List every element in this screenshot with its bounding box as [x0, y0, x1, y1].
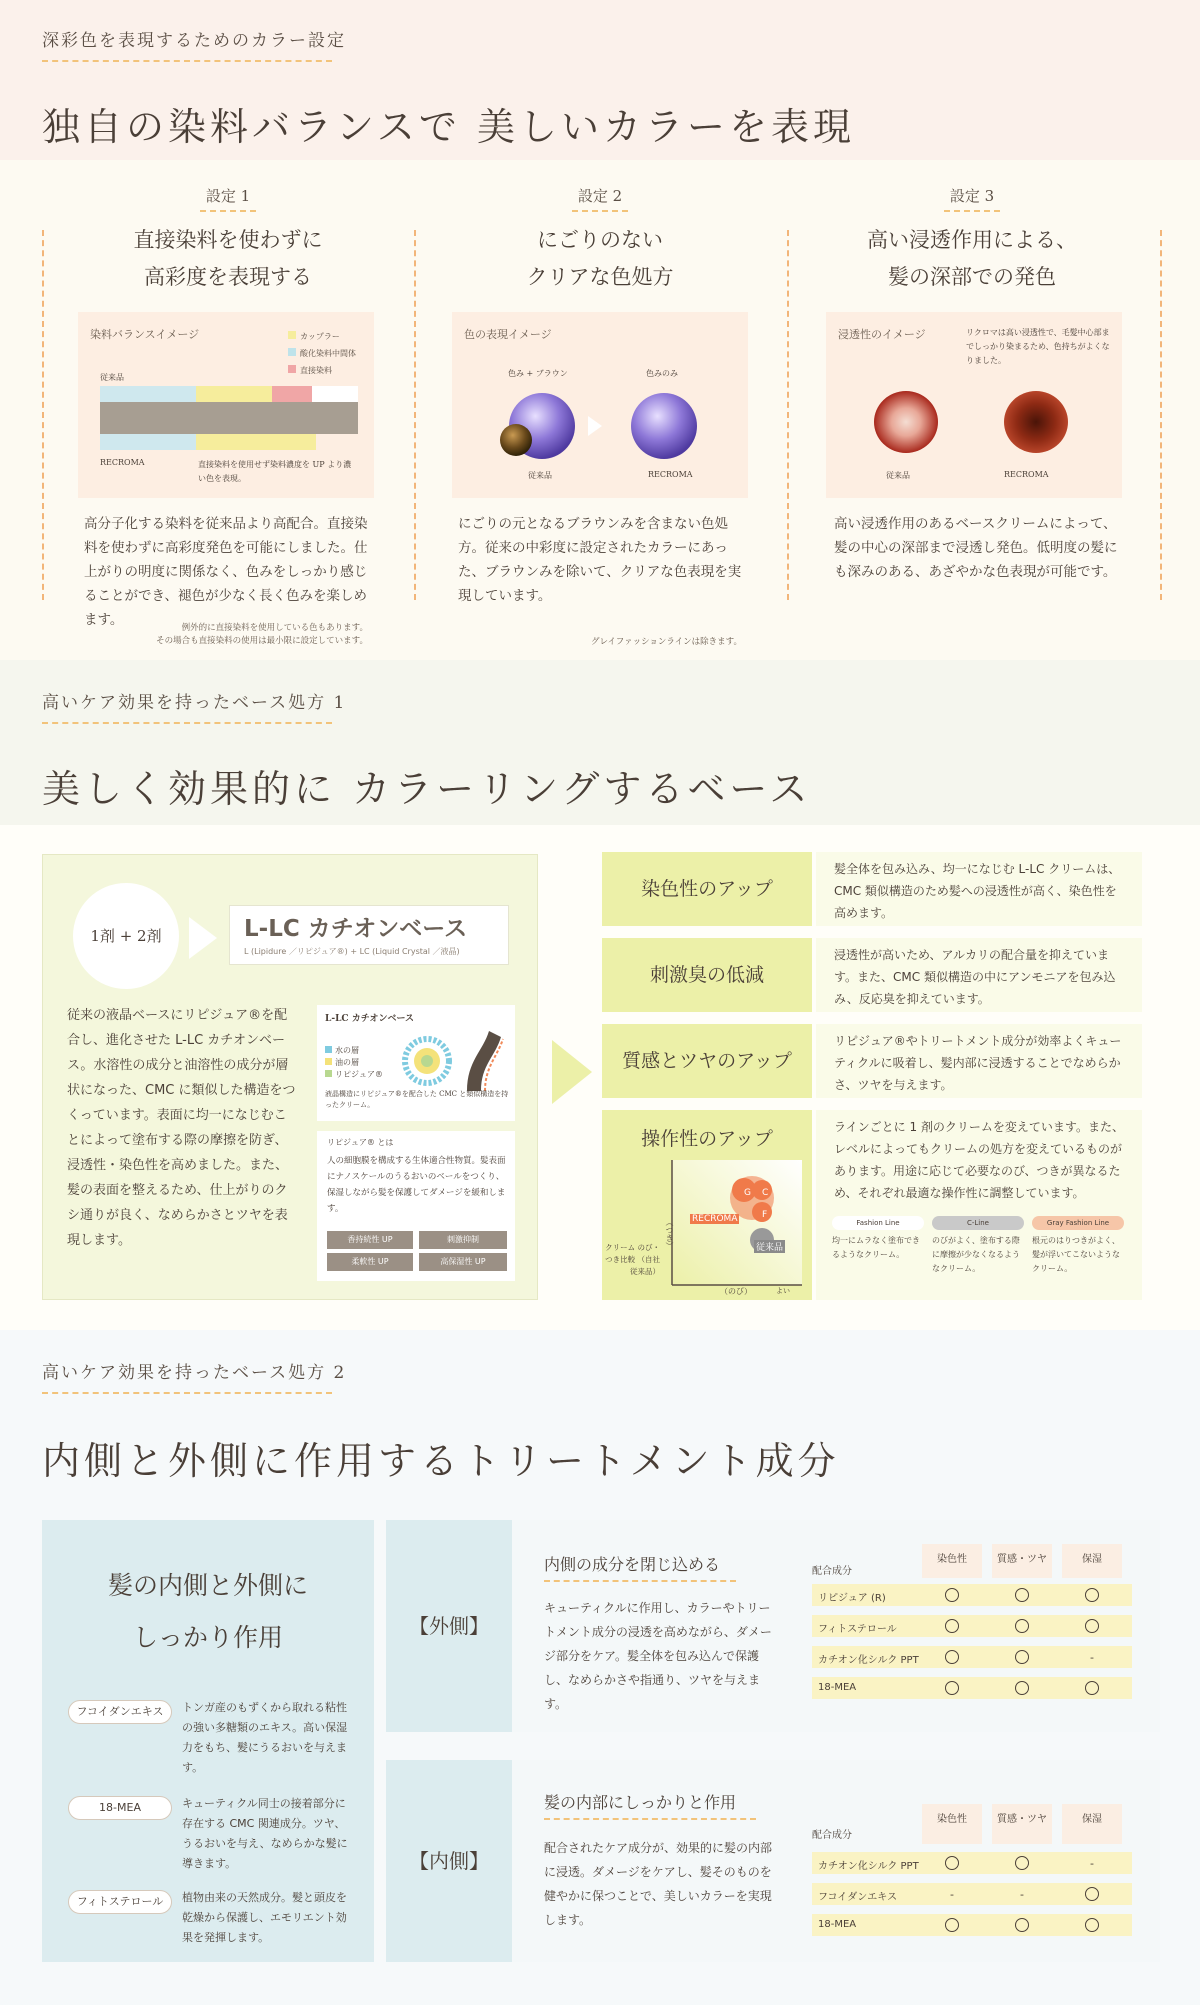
circle-mark-icon [992, 1914, 1052, 1936]
kicker-underline [42, 1392, 332, 1394]
column-divider [42, 230, 44, 600]
feature-bar [602, 852, 812, 926]
column-divider [1160, 230, 1162, 600]
circle-icon [945, 1588, 959, 1602]
ingredient-description: キューティクル同士の接着部分に存在する CMC 関連成分。ツヤ、うるおいを与え、なめらかな髪に導きます。 [182, 1797, 348, 1870]
setting-body: にごりの元となるブラウンみを含まない色処方。従来の中彩度に設定されたカラーにあった、ブラウンみを除いて、クリアな色表現を実現しています。 [458, 516, 742, 604]
table-header: 質感・ツヤ [992, 1804, 1052, 1844]
caption-label: RECROMA [1004, 470, 1049, 479]
circle-mark-icon [992, 1852, 1052, 1874]
table-title: 配合成分 [812, 1830, 852, 1841]
dye-balance-image [78, 312, 374, 498]
circle-mark-icon [922, 1615, 982, 1637]
circle-icon [1085, 1887, 1099, 1901]
section2-title: 美しく効果的に カラーリングするベース [42, 767, 812, 811]
arrow-icon [189, 917, 217, 959]
setting-body: 高分子化する染料を従来品より高配合。直接染料を使わずに高彩度発色を可能にしました。仕上がりの明度に関係なく、色みをしっかり感じることができ、褪色が少なく長く色みを楽しめます。 [84, 516, 368, 628]
feature-description: ラインごとに 1 剤のクリームを変えています。また、レベルによってもクリームの処方を変えているものがあります。用途に応じて必要なのび、つきが異なるため、それぞれ最適な操作性に調整しています。 [834, 1120, 1124, 1200]
outer-label: 【外側】 [409, 1614, 489, 1638]
circle-icon [1085, 1619, 1099, 1633]
circle-mark-icon [1062, 1883, 1122, 1905]
setting-underline [200, 210, 256, 212]
table-header: 質感・ツヤ [992, 1544, 1052, 1578]
chart-x-label: （のび） [720, 1287, 752, 1296]
feature-label: 刺激臭の低減 [649, 964, 764, 986]
inner-heading: 髪の内部にしっかりと作用 [544, 1793, 737, 1812]
outer-card [512, 1520, 1160, 1732]
table-header: 保湿 [1062, 1544, 1122, 1578]
outer-body: キューティクルに作用し、カラーやトリートメント成分の浸透を高めながら、ダメージ部分をケア。髪全体を包み込んで保護し、なめらかさや指通り、ツヤを与えます。 [544, 1601, 772, 1711]
setting-title: 高い浸透作用による、 髪の深部での発色 [867, 228, 1077, 289]
setting-label: 設定 1 [205, 187, 251, 205]
column-divider [787, 230, 789, 600]
circle-mark-icon [922, 1852, 982, 1874]
diagram-caption: 液晶構造にリピジュア®を配合した CMC と類似構造を持ったクリーム。 [325, 1090, 509, 1109]
circle-mark-icon [922, 1584, 982, 1606]
structure-diagram [317, 1005, 515, 1121]
dye-balance-bars [100, 386, 358, 466]
inner-label: 【内側】 [409, 1849, 489, 1873]
heading-underline [544, 1818, 756, 1820]
circle-icon [945, 1856, 959, 1870]
image-caption: 直接染料を使用せず染料濃度を UP より濃い色を表現。 [198, 460, 352, 483]
ingredient-name: フィトステロール [818, 1624, 897, 1635]
base-left-panel [42, 854, 538, 1300]
circle-icon [1015, 1619, 1029, 1633]
table-header: 染色性 [922, 1804, 982, 1844]
heading-underline [544, 1580, 736, 1582]
circle-mark-icon [1062, 1615, 1122, 1637]
feature-label: 操作性のアップ [641, 1128, 773, 1150]
circle-icon [1085, 1681, 1099, 1695]
setting-label: 設定 2 [577, 187, 623, 205]
line-description: のびがよく、塗布する際に摩擦が少なくなるようなクリーム。 [932, 1236, 1020, 1273]
spread-adhesion-chart [662, 1160, 812, 1300]
inner-body: 配合されたケア成分が、効果的に髪の内部に浸透。ダメージをケアし、髪そのものを健やかに保つことで、美しいカラーを実現します。 [544, 1841, 773, 1927]
inner-label-block [386, 1760, 512, 1962]
circle-icon [1015, 1588, 1029, 1602]
image-note: リクロマは高い浸透性で、毛髪中心部までしっかり染まるため、色持ちがよくなりました。 [966, 328, 1110, 365]
penetration-image [826, 312, 1122, 498]
dash-mark: - [950, 1887, 954, 1901]
line-description: 根元のはりつきがよく、髪が浮いてこないようなクリーム。 [1032, 1236, 1120, 1273]
ingredient-description: トンガ産のもずくから取れる粘性の強い多糖類のエキス。高い保湿力をもち、髪にうるおいを与えます。 [182, 1701, 348, 1774]
base-description: 従来の液晶ベースにリピジュア®を配合し、進化させた L-LC カチオンベース。水溶性の成分と油溶性の成分が層状になった、CMC に類似した構造をつくっています。表面に均一になじむことによって塗布する際の摩擦を防ぎ、浸透性・染色性を高めました。また、髪の表面を整えるため、仕上がりのクシ通りが良く、なめらかさとツヤを表現します。 [67, 1008, 296, 1248]
circle-icon [1015, 1856, 1029, 1870]
setting-underline [572, 210, 628, 212]
kicker-underline [42, 60, 332, 62]
circle-icon [1015, 1681, 1029, 1695]
circle-mark-icon [922, 1914, 982, 1936]
diagram-title: L-LC カチオンベース [325, 1014, 415, 1024]
circle-mark-icon [922, 1677, 982, 1699]
circle-icon [945, 1650, 959, 1664]
feature-label: 質感とツヤのアップ [622, 1050, 792, 1072]
circle-icon [1085, 1918, 1099, 1932]
color-spheres [492, 382, 712, 472]
table-title: 配合成分 [812, 1566, 852, 1577]
lipidure-title: リピジュア® とは [327, 1138, 394, 1147]
dash-mark: - [1090, 1856, 1094, 1870]
hair-cross-sections [866, 384, 1086, 464]
product-subtitle: L (Lipidure ／リピジュア®) + LC (Liquid Crystal ／液晶) [244, 947, 460, 956]
dash-mark: - [1020, 1887, 1024, 1901]
feature-bar [602, 1110, 812, 1300]
section1-kicker: 深彩色を表現するためのカラー設定 [42, 31, 346, 51]
circle-mark-icon [922, 1646, 982, 1668]
inner-card [512, 1760, 1160, 1962]
circle-icon [1015, 1918, 1029, 1932]
ingredients-panel [42, 1520, 374, 1962]
circle-mark-icon [1062, 1914, 1122, 1936]
feature-description: 浸透性が高いため、アルカリの配合量を抑えています。また、CMC 類似構造の中にアンモニアを包み込み、反応臭を抑えています。 [816, 938, 1142, 1012]
chart-old-label: 従来品 [754, 1240, 785, 1253]
arrow-icon [552, 1040, 592, 1104]
circle-mark-icon [1062, 1677, 1122, 1699]
chart-side-label: クリーム のび・つき比較 （自社従来品） [605, 1243, 660, 1276]
circle-mark-icon [992, 1615, 1052, 1637]
image-label: 染料バランスイメージ [90, 328, 200, 341]
ingredient-description: 植物由来の天然成分。髪と頭皮を乾燥から保護し、エモリエント効果を発揮します。 [182, 1891, 347, 1944]
row-label: RECROMA [100, 458, 145, 467]
caption-label: RECROMA [648, 470, 693, 479]
chart-point-label: G [744, 1188, 751, 1198]
section2-kicker: 高いケア効果を持ったベース処方 1 [42, 693, 347, 713]
section1-title: 独自の染料バランスで 美しいカラーを表現 [42, 105, 855, 149]
chart-axis-end: よい [776, 1287, 790, 1295]
setting-title: にごりのない クリアな色処方 [526, 228, 674, 289]
feature-description: 髪全体を包み込み、均一になじむ L-LC クリームは、CMC 類似構造のため髪への浸透性が高く、染色性を高めます。 [816, 852, 1142, 926]
lipidure-body: 人の細胞膜を構成する生体適合性物質。髪表面にナノスケールのうるおいのベールをつくり、保湿しながら髪を保護してダメージを緩和します。 [327, 1156, 506, 1214]
table-header: 染色性 [922, 1544, 982, 1578]
feature-bar [602, 1024, 812, 1098]
line-description: 均一にムラなく塗布できるようなクリーム。 [832, 1236, 920, 1259]
ingredient-name: フコイダンエキス [818, 1892, 898, 1903]
ingredient-name: カチオン化シルク PPT [818, 1861, 919, 1872]
outer-heading: 内側の成分を閉じ込める [544, 1555, 721, 1574]
setting-title: 直接染料を使わずに 高彩度を表現する [133, 228, 323, 289]
circle-icon [945, 1918, 959, 1932]
ingredient-pill: 18-MEA [68, 1796, 172, 1820]
lipidure-box [317, 1131, 515, 1281]
chart-y-label: （つき） [665, 1218, 674, 1250]
line-pill: Gray Fashion Line [1032, 1216, 1124, 1230]
column-divider [414, 230, 416, 600]
section3-kicker: 高いケア効果を持ったベース処方 2 [42, 1363, 347, 1383]
effect-tag: 刺激抑制 [419, 1231, 507, 1249]
circle-mark-icon [992, 1646, 1052, 1668]
legend: カップラー 酸化染料中間体 直接染料 [288, 328, 356, 379]
line-pill: Fashion Line [832, 1216, 924, 1230]
effect-tag: 香持続性 UP [327, 1231, 413, 1249]
diagram-legend: 水の層 油の層 リピジュア® [325, 1045, 383, 1081]
table-header: 保湿 [1062, 1804, 1122, 1844]
effect-tag: 高保湿性 UP [419, 1253, 507, 1271]
dash-mark: - [1090, 1650, 1094, 1664]
circle-icon [945, 1619, 959, 1633]
feature-description: リピジュア®やトリートメント成分が効率よくキューティクルに吸着し、髪内部に浸透することでなめらかさ、ツヤを与えます。 [816, 1024, 1142, 1098]
ingredient-name: 18-MEA [818, 1682, 857, 1693]
image-label: 色の表現イメージ [464, 328, 552, 341]
outer-label-block [386, 1520, 512, 1732]
caption-label: 従来品 [528, 471, 552, 480]
circle-mark-icon [1062, 1584, 1122, 1606]
caption-label: 従来品 [886, 471, 910, 480]
chart-point-label: F [762, 1210, 768, 1220]
section3-title: 内側と外側に作用するトリートメント成分 [42, 1439, 840, 1483]
circle-icon [945, 1681, 959, 1695]
color-expression-image [452, 312, 748, 498]
product-name-box [229, 905, 509, 965]
feature-description-panel [816, 1110, 1142, 1300]
ingredient-pill: フィトステロール [68, 1890, 172, 1914]
circle-mark-icon [992, 1677, 1052, 1699]
setting-label: 設定 3 [949, 187, 995, 205]
feature-bar [602, 938, 812, 1012]
ingredient-name: リピジュア (R) [818, 1593, 886, 1604]
footnote: グレイファッションラインは除きます。 [590, 637, 742, 647]
setting-underline [944, 210, 1000, 212]
circle-icon [1085, 1588, 1099, 1602]
ingredient-name: 18-MEA [818, 1919, 857, 1930]
sub-label: 色みのみ [646, 369, 678, 378]
circle-icon [1015, 1650, 1029, 1664]
row-label: 従来品 [100, 373, 124, 382]
ingredient-name: カチオン化シルク PPT [818, 1655, 919, 1666]
chart-recroma-label: RECROMA [692, 1214, 738, 1224]
product-name: L-LC カチオンベース [244, 916, 468, 942]
formula-badge: 1剤 + 2剤 [73, 883, 179, 989]
ingredients-title: 髪の内側と外側に しっかり作用 [107, 1571, 308, 1652]
sub-label: 色み + ブラウン [508, 369, 568, 378]
kicker-underline [42, 722, 332, 724]
liquid-crystal-icon [397, 1021, 509, 1093]
circle-mark-icon [992, 1584, 1052, 1606]
effect-tag: 柔軟性 UP [327, 1253, 413, 1271]
ingredient-pill: フコイダンエキス [68, 1700, 172, 1724]
image-label: 浸透性のイメージ [838, 328, 926, 341]
setting-body: 高い浸透作用のあるベースクリームによって、髪の中心の深部まで浸透し発色。低明度の髪にも深みのある、あざやかな色表現が可能です。 [834, 516, 1118, 580]
footnote: 例外的に直接染料を使用している色もあります。 その場合も直接染料の使用は最小限に設定しています。 [156, 623, 368, 646]
line-pill: C-Line [932, 1216, 1024, 1230]
chart-point-label: C [762, 1188, 769, 1198]
feature-label: 染色性のアップ [641, 878, 773, 900]
